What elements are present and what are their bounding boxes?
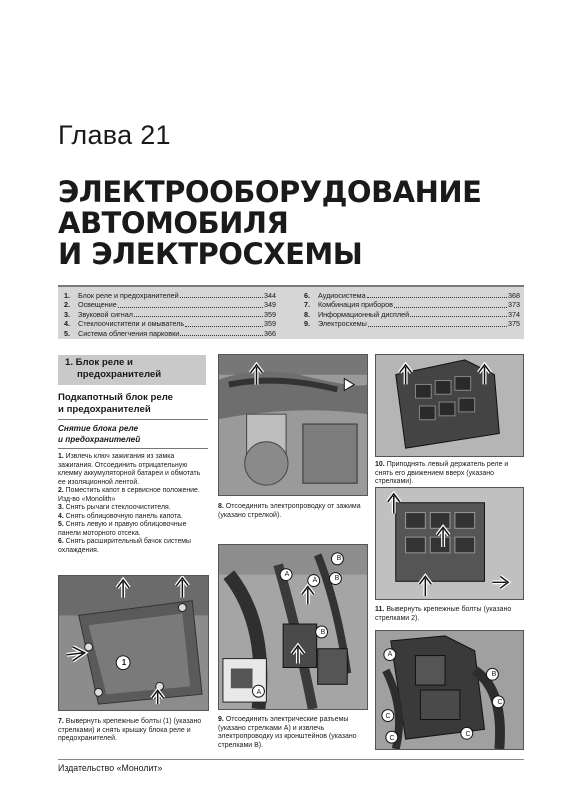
page-footer: Издательство «Монолит» bbox=[58, 759, 524, 773]
section-heading-line: 1. Блок реле и bbox=[65, 357, 133, 368]
toc-num: 7. bbox=[304, 300, 310, 310]
photo-harness-clamp bbox=[218, 354, 368, 496]
toc-leader bbox=[180, 291, 263, 298]
toc-entry[interactable] bbox=[64, 329, 276, 338]
table-of-contents bbox=[58, 285, 524, 339]
toc-page: 344 bbox=[264, 291, 276, 300]
step bbox=[58, 538, 208, 555]
toc-num: 3. bbox=[64, 309, 70, 319]
toc-leader bbox=[410, 310, 507, 317]
caption-num: 7. bbox=[58, 718, 64, 725]
toc-leader bbox=[367, 291, 507, 298]
step bbox=[58, 504, 208, 513]
callout-label: C bbox=[497, 699, 503, 706]
toc-leader bbox=[134, 310, 263, 317]
procedure-heading-line: и предохранителей bbox=[58, 434, 141, 444]
caption-num: 8. bbox=[218, 503, 224, 510]
step-num: 4. bbox=[58, 512, 64, 520]
toc-page: 375 bbox=[508, 319, 520, 329]
photo-relay-holder bbox=[375, 354, 524, 457]
caption-num: 9. bbox=[218, 716, 224, 723]
toc-leader bbox=[368, 319, 507, 326]
caption-10 bbox=[375, 461, 524, 487]
toc-entry[interactable] bbox=[64, 310, 276, 319]
callout-label: A bbox=[256, 689, 262, 696]
step-text: Снять рычаги стеклоочистителя. bbox=[65, 504, 171, 511]
chapter-label: Глава 21 bbox=[58, 120, 171, 150]
callout-label: A bbox=[312, 577, 318, 584]
step-text: Извлечь ключ зажигания из замка зажигания. Отсоединить отрицательную клемму аккумуляторной батареи и обмотать ее изоляционной лентой. bbox=[58, 453, 201, 486]
toc-num: 6. bbox=[304, 291, 310, 300]
callout-label: B bbox=[320, 629, 326, 636]
toc-label: Система облегчения парковки bbox=[78, 328, 180, 338]
callout-label: B bbox=[334, 575, 340, 582]
callout-label: A bbox=[387, 651, 393, 658]
caption-9 bbox=[218, 716, 368, 750]
title-line: И ЭЛЕКТРОСХЕМЫ bbox=[58, 237, 363, 271]
caption-text: Вывернуть крепежные болты (1) (указано стрелками) и снять крышку блока реле и предохранителей. bbox=[58, 718, 202, 743]
caption-11 bbox=[375, 606, 524, 623]
toc-leader bbox=[394, 300, 507, 307]
step bbox=[58, 487, 208, 504]
toc-page: 349 bbox=[264, 300, 276, 310]
toc-num: 8. bbox=[304, 309, 310, 319]
toc-page: 366 bbox=[264, 328, 276, 338]
title-line: АВТОМОБИЛЯ bbox=[58, 206, 289, 240]
procedure-steps bbox=[58, 453, 208, 555]
toc-label: Электросхемы bbox=[318, 319, 367, 329]
procedure-heading bbox=[58, 424, 208, 445]
step bbox=[58, 513, 208, 522]
toc-page: 359 bbox=[264, 319, 276, 329]
caption-text: Отсоединить электрические разъемы (указано стрелками А) и извлечь электропроводку из кронштейнов (указано стрелками В). bbox=[218, 716, 357, 749]
callout-label: C bbox=[465, 731, 471, 738]
photo-connectors bbox=[218, 544, 368, 710]
toc-entry[interactable] bbox=[304, 291, 520, 300]
step bbox=[58, 521, 208, 538]
toc-page: 368 bbox=[508, 291, 520, 300]
toc-num: 5. bbox=[64, 328, 70, 338]
callout-label: A bbox=[284, 571, 290, 578]
toc-column-left bbox=[64, 291, 276, 338]
subsection-heading-line: Подкапотный блок реле bbox=[58, 392, 174, 403]
procedure-heading-line: Снятие блока реле bbox=[58, 424, 139, 433]
toc-entry[interactable] bbox=[64, 319, 276, 328]
toc-label: Стеклоочистители и омыватель bbox=[78, 319, 185, 329]
toc-num: 4. bbox=[64, 319, 70, 329]
step-num: 5. bbox=[58, 521, 64, 528]
toc-num: 2. bbox=[64, 300, 70, 310]
subsection-heading-line: и предохранителей bbox=[58, 404, 151, 415]
photo-fusebox-cover bbox=[58, 575, 209, 711]
caption-8 bbox=[218, 503, 368, 520]
toc-label: Информационный дисплей bbox=[318, 309, 410, 319]
step-text: Снять левую и правую облицовочные панели моторного отсека. bbox=[58, 521, 187, 537]
step-text: Снять облицовочную панель капота. bbox=[65, 512, 183, 520]
toc-column-right bbox=[304, 291, 520, 329]
callout-label: B bbox=[336, 555, 342, 562]
photo-mounting-bolts bbox=[375, 487, 524, 600]
toc-leader bbox=[118, 300, 263, 307]
toc-page: 359 bbox=[264, 309, 276, 319]
title-line: ЭЛЕКТРООБОРУДОВАНИЕ bbox=[58, 175, 482, 209]
caption-text: Вывернуть крепежные болты (указано стрелками 2). bbox=[375, 606, 512, 622]
toc-entry[interactable] bbox=[304, 319, 520, 328]
toc-num: 9. bbox=[304, 319, 310, 329]
caption-num: 11. bbox=[375, 606, 385, 613]
toc-page: 374 bbox=[508, 309, 520, 319]
caption-text: Отсоединить электропроводку от зажима (указано стрелкой). bbox=[218, 503, 361, 519]
caption-text: Приподнять левый держатель реле и снять его движением вверх (указано стрелками). bbox=[375, 461, 509, 486]
toc-label: Блок реле и предохранителей bbox=[78, 291, 179, 300]
callout-label: C bbox=[389, 735, 395, 742]
toc-leader bbox=[185, 319, 263, 326]
toc-entry[interactable] bbox=[304, 310, 520, 319]
step-text: Снять расширительный бачок системы охлаждения. bbox=[58, 538, 191, 554]
divider bbox=[58, 448, 208, 449]
divider bbox=[58, 419, 208, 420]
step-text: Поместить капот в сервисное положение. Изд-во «Monolith» bbox=[58, 487, 200, 503]
section-heading bbox=[58, 355, 206, 385]
step-num: 1. bbox=[58, 453, 64, 460]
caption-num: 10. bbox=[375, 461, 385, 468]
section-heading-line: предохранителей bbox=[77, 369, 162, 380]
callout-label: C bbox=[385, 713, 391, 720]
toc-label: Звуковой сигнал bbox=[78, 309, 133, 319]
toc-num: 1. bbox=[64, 291, 70, 300]
chapter-title bbox=[58, 177, 481, 270]
toc-label: Освещение bbox=[78, 300, 117, 310]
toc-label: Комбинация приборов bbox=[318, 300, 393, 310]
step-num: 6. bbox=[58, 538, 64, 545]
toc-leader bbox=[180, 329, 263, 336]
subsection-heading bbox=[58, 392, 208, 416]
callout-label: B bbox=[491, 671, 497, 678]
toc-label: Аудиосистема bbox=[318, 291, 366, 300]
step-num: 2. bbox=[58, 487, 64, 494]
toc-entry[interactable] bbox=[64, 291, 276, 300]
callout-label: 1 bbox=[121, 658, 127, 667]
step bbox=[58, 453, 208, 487]
toc-entry[interactable] bbox=[64, 300, 276, 309]
photo-relay-connectors bbox=[375, 630, 524, 750]
toc-entry[interactable] bbox=[304, 300, 520, 309]
toc-page: 373 bbox=[508, 300, 520, 310]
caption-7 bbox=[58, 718, 209, 744]
step-num: 3. bbox=[58, 504, 64, 511]
